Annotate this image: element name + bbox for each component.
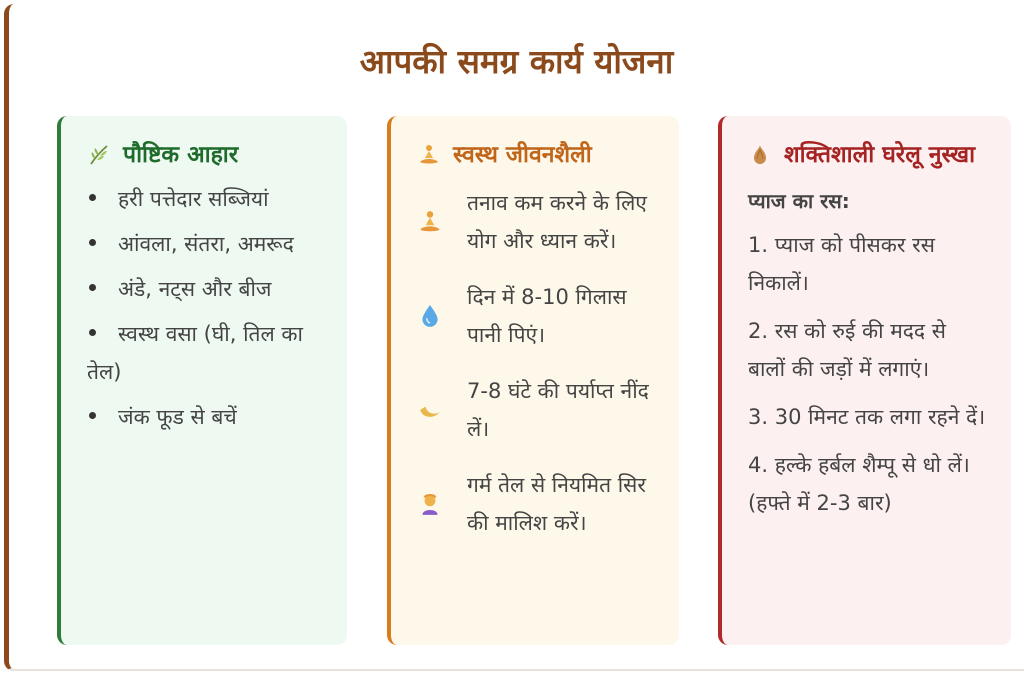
lifestyle-card (387, 116, 679, 645)
list-item: जंक फूड से बचें (87, 398, 325, 436)
yoga-person-icon (417, 209, 443, 235)
list-item: 4. हल्के हर्बल शैम्पू से धो लें। (हफ्ते में 2-3 बार) (748, 453, 970, 515)
list-item: आंवला, संतरा, अमरूद (87, 225, 325, 263)
list-item: 1. प्याज को पीसकर रस निकालें। (748, 233, 935, 295)
crescent-moon-icon (417, 397, 443, 423)
nutrition-card-title: पौष्टिक आहार (123, 142, 239, 168)
list-item: अंडे, नट्स और बीज (87, 270, 325, 308)
water-drop-icon (417, 303, 443, 329)
list-item: दिन में 8-10 गिलास पानी पिएं। (417, 278, 657, 354)
list-item: स्वस्थ वसा (घी, तिल का तेल) (87, 322, 303, 384)
head-massage-icon (417, 491, 443, 517)
action-plan-panel (4, 4, 1024, 671)
herb-icon (87, 143, 111, 167)
remedy-card (718, 116, 1011, 645)
list-item: 2. रस को रुई की मदद से बालों की जड़ों में लगाएं। (748, 319, 946, 381)
list-item: 7-8 घंटे की पर्याप्त नींद लें। (417, 372, 657, 448)
list-item: गर्म तेल से नियमित सिर की मालिश करें। (417, 466, 657, 542)
list-item: हरी पत्तेदार सब्जियां (87, 180, 325, 218)
lifestyle-card-title: स्वस्थ जीवनशैली (453, 142, 592, 168)
remedy-card-title: शक्तिशाली घरेलू नुस्खा (784, 142, 976, 168)
list-item: 3. 30 मिनट तक लगा रहने दें। (748, 405, 986, 429)
lifestyle-list (417, 184, 657, 542)
remedy-subtitle: प्याज का रस: (748, 189, 850, 213)
remedy-steps (748, 226, 989, 522)
nutrition-list (87, 180, 325, 436)
nutrition-card-header (87, 138, 325, 172)
yoga-person-icon (417, 143, 441, 167)
list-item: तनाव कम करने के लिए योग और ध्यान करें। (417, 184, 657, 260)
remedy-card-header (748, 138, 989, 172)
lifestyle-card-header (417, 138, 657, 172)
nutrition-card (57, 116, 347, 645)
page-title: आपकी समग्र कार्य योजना (359, 42, 674, 81)
onion-icon (748, 143, 772, 167)
